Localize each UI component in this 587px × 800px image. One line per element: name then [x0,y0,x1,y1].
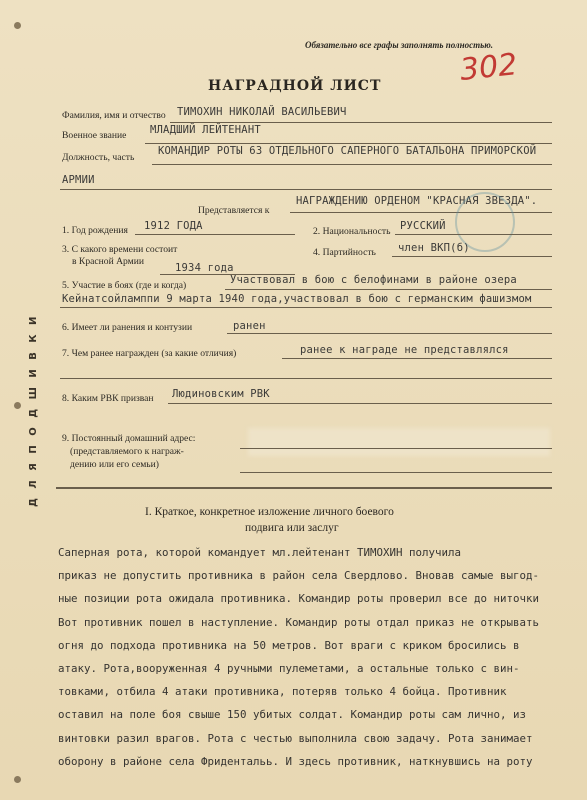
party-label: 4. Партийность [313,247,376,258]
header-note: Обязательно все графы заполнять полностью. [305,40,494,50]
narrative-line: огня до подхода противника на 50 метров. Вот враги с криком бросились в [58,638,520,652]
awards-value: ранее к награде не представлялся [300,344,509,356]
battles-label: 5. Участие в боях (где и когда) [62,280,187,291]
divider [282,358,552,359]
army-label-1: 3. С какого времени состоит [62,244,178,255]
divider [170,122,552,123]
narrative-line: товками, отбила 4 атаки противника, потеряв только 4 бойца. Противник [58,685,507,699]
address-label-3: дению или его семьи) [70,459,159,470]
rvk-label: 8. Каким РВК призван [62,393,154,404]
narrative-line: Вот противник пошел в наступление. Командир роты отдал приказ не открывать [58,615,540,629]
narrative-line: винтовки разил врагов. Рота с честью выполнила свою задачу. Рота занимает [58,731,533,745]
narrative-line: Саперная рота, которой командует мл.лейтенант ТИМОХИН получила [58,546,462,559]
divider [168,403,552,404]
section-divider [56,487,552,489]
nationality-value: РУССКИЙ [400,220,446,232]
narrative-line: оставил на поле боя свыше 150 убитых солдат. Командир роты сам лично, из [58,708,527,722]
rvk-value: Людиновским РВК [172,388,270,400]
position-label: Должность, часть [62,152,135,163]
section-title-2: подвига или заслуг [245,522,339,534]
narrative-line: атаку. Рота,вооруженная 4 ручными пулеметами, а остальные только с вин- [58,662,520,675]
divider [60,307,552,308]
position-value-2: АРМИИ [62,174,95,186]
rank-value: МЛАДШИЙ ЛЕЙТЕНАНТ [150,124,261,136]
divider [395,234,552,235]
punch-hole [14,22,21,29]
rank-label: Военное звание [62,130,127,141]
awards-label: 7. Чем ранее награжден (за какие отличия) [62,348,237,359]
divider [60,189,552,190]
divider [152,164,552,165]
nationality-label: 2. Национальность [313,226,391,237]
position-value: КОМАНДИР РОТЫ 63 ОТДЕЛЬНОГО САПЕРНОГО БАТАЛЬОНА ПРИМОРСКОЙ [158,145,537,157]
section-title-1: I. Краткое, конкретное изложение личного боевого [145,506,394,518]
narrative-line: ные позиции рота ожидала противника. Командир роты проверил все до ниточки [58,592,540,606]
address-label-2: (представляемого к награж- [70,446,184,457]
handwritten-number: 302 [458,47,519,88]
divider [225,289,552,290]
army-label-2: в Красной Армии [72,256,145,267]
page-title: НАГРАДНОЙ ЛИСТ [208,78,382,94]
side-label: Д Л Я П О Д Ш И В К И [28,313,39,507]
punch-hole [14,776,21,783]
redacted-address [248,428,550,456]
divider [227,333,552,334]
divider [240,472,552,473]
birth-label: 1. Год рождения [62,225,128,236]
divider [240,448,552,449]
presented-label: Представляется к [198,205,270,216]
narrative-line: оборону в районе села Фридентальь. И здесь противник, наткнувшись на роту [58,754,533,768]
birth-value: 1912 ГОДА [144,220,203,232]
wounds-value: ранен [233,320,266,332]
divider [135,234,295,235]
battles-value-2: Кейнатсойламппи 9 марта 1940 года,участвовал в бою с германским фашизмом [62,293,532,305]
punch-hole [14,402,21,409]
divider [145,143,552,144]
name-label: Фамилия, имя и отчество [62,110,166,121]
divider [60,378,552,379]
name-value: ТИМОХИН НИКОЛАЙ ВАСИЛЬЕВИЧ [177,106,347,118]
party-value: член ВКП(б) [398,242,470,254]
battles-value-1: Участвовал в бою с белофинами в районе озера [230,274,517,286]
address-label-1: 9. Постоянный домашний адрес: [62,433,196,444]
narrative-line: приказ не допустить противника в район села Свердлово. Вновав самые выгод- [58,569,540,583]
wounds-label: 6. Имеет ли ранения и контузии [62,322,193,333]
presented-value: НАГРАЖДЕНИЮ ОРДЕНОМ "КРАСНАЯ ЗВЕЗДА". [296,195,538,207]
divider [392,256,552,257]
army-value: 1934 года [175,262,234,274]
